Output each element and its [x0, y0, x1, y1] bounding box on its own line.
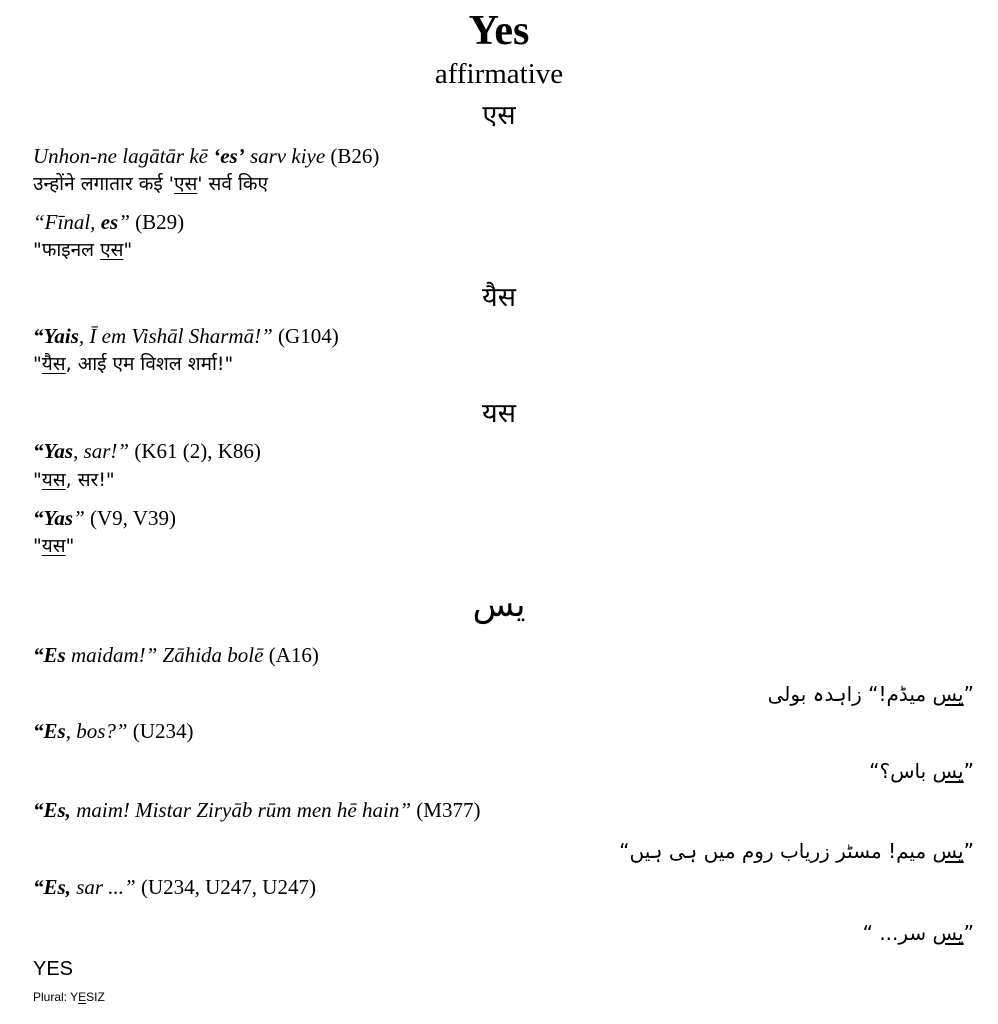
example-urdu: ”یس باس؟“: [869, 759, 974, 783]
section-heading-yais: यैस: [482, 282, 516, 313]
example-translit: “Es, sar ...” (U234, U247, U247): [33, 875, 316, 899]
section-heading-es: एस: [482, 100, 516, 131]
entry-subtitle: affirmative: [434, 58, 564, 90]
example-urdu: ”یس میڈم!“ زاہدہ بولی: [767, 682, 974, 706]
example-devanagari: "फाइनल एस": [33, 239, 133, 261]
example-translit: “Yas” (V9, V39): [33, 506, 176, 530]
example-translit: “Es, bos?” (U234): [33, 719, 194, 743]
romanized-word: YES: [33, 958, 74, 980]
example-devanagari: उन्होंने लगातार कई 'एस' सर्व किए: [33, 173, 269, 195]
example-translit: “Es, maim! Mistar Ziryāb rūm men hē hain” (M377): [33, 798, 481, 822]
example-translit: “Es maidam!” Zāhida bolē (A16): [33, 643, 319, 667]
example-translit: “Yas, sar!” (K61 (2), K86): [33, 439, 261, 463]
example-urdu: ”یس میم! مسٹر زریاب روم میں ہی ہیں“: [619, 839, 974, 863]
example-translit: “Fīnal, es” (B29): [33, 210, 185, 234]
entry-title: Yes: [468, 8, 530, 54]
example-urdu: ”یس سر... “: [862, 921, 974, 945]
example-translit: Unhon-ne lagātār kē ‘es’ sarv kiye (B26): [33, 144, 380, 168]
example-devanagari: "यैस, आई एम विशल शर्मा!": [33, 353, 234, 375]
section-heading-urdu-es: یس: [472, 585, 526, 625]
example-devanagari: "यस, सर!": [33, 469, 115, 491]
example-translit: “Yais, Ī em Vishāl Sharmā!” (G104): [33, 324, 339, 348]
plural-form: Plural: YESIZ: [33, 990, 105, 1004]
example-devanagari: "यस": [33, 535, 75, 557]
section-heading-yas: यस: [482, 398, 516, 429]
